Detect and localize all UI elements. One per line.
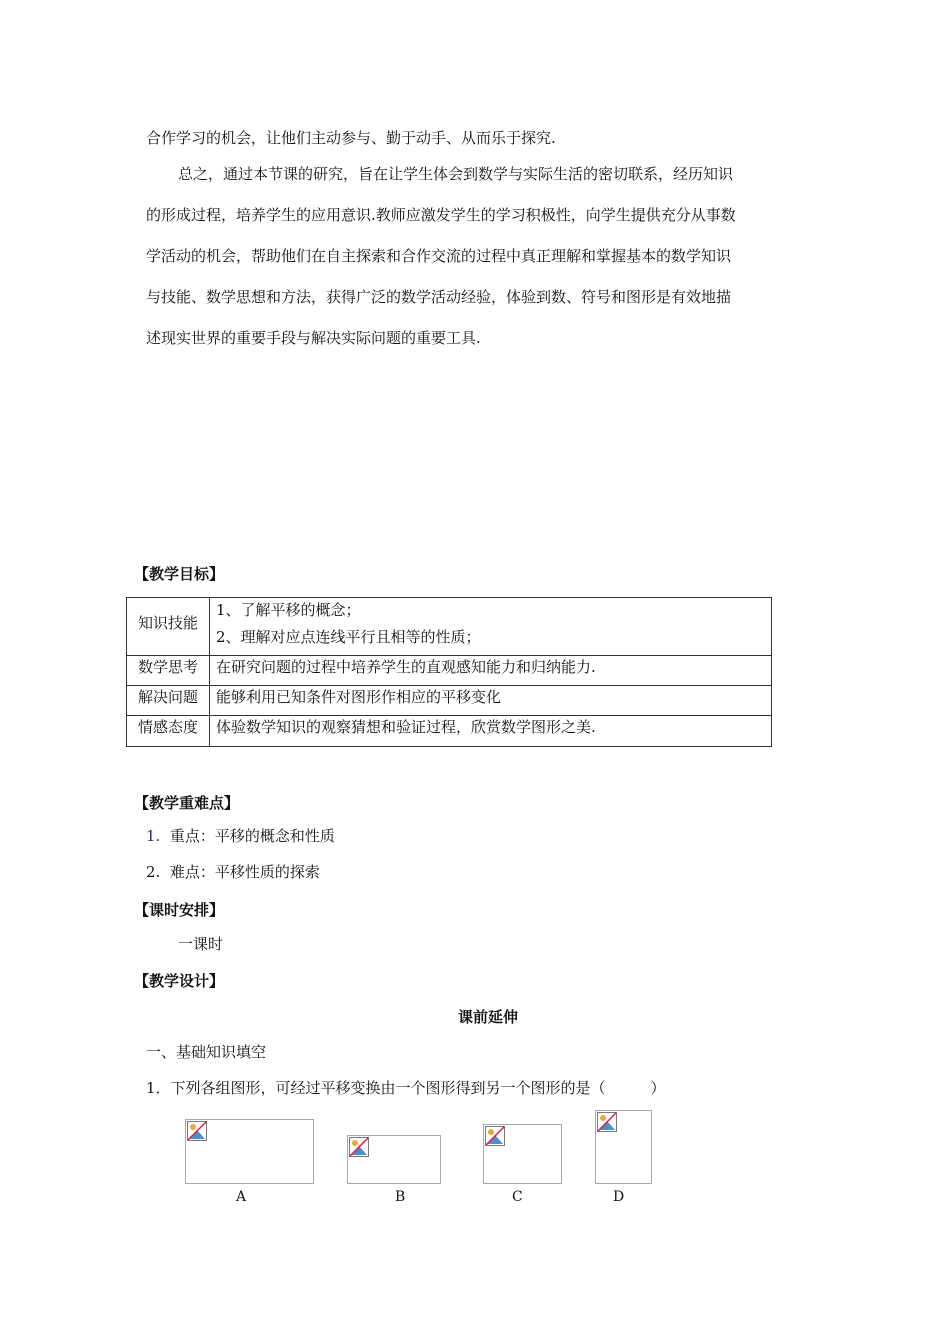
intro-paragraph-line: 总之，通过本节课的研究，旨在让学生体会到数学与实际生活的密切联系，经历知识 (178, 165, 734, 183)
schedule-text: 一课时 (178, 935, 224, 953)
key-points-heading: 【教学重难点】 (134, 794, 240, 812)
intro-paragraph-line: 的形成过程，培养学生的应用意识.教师应激发学生的学习积极性，向学生提供充分从事数 (146, 206, 736, 224)
objectives-table (126, 597, 772, 747)
objective-key: 数学思考 (127, 656, 210, 686)
table-row (127, 656, 772, 686)
intro-line-1: 合作学习的机会，让他们主动参与、勤于动手、从而乐于探究. (146, 129, 556, 147)
table-row (127, 716, 772, 747)
broken-image-icon (349, 1137, 369, 1157)
broken-image-icon (597, 1112, 617, 1132)
intro-paragraph-line: 述现实世界的重要手段与解决实际问题的重要工具. (146, 329, 481, 347)
option-label-b: B (395, 1189, 406, 1205)
objective-key: 情感态度 (127, 716, 210, 747)
objectives-heading: 【教学目标】 (134, 565, 225, 583)
objective-value: 体验数学知识的观察猜想和验证过程，欣赏数学图形之美. (210, 716, 772, 747)
objective-key: 知识技能 (127, 598, 210, 656)
item-number: 1. (146, 827, 161, 845)
item-number: 2. (146, 863, 161, 881)
broken-image-icon (187, 1121, 207, 1141)
key-point-item (146, 862, 320, 882)
intro-paragraph-line: 与技能、数学思想和方法，获得广泛的数学活动经验，体验到数、符号和图形是有效地描 (146, 288, 732, 306)
objective-value: 在研究问题的过程中培养学生的直观感知能力和归纳能力. (210, 656, 772, 686)
section-title: 课前延伸 (458, 1008, 519, 1026)
objective-value: 能够利用已知条件对图形作相应的平移变化 (210, 686, 772, 716)
option-image-c (483, 1124, 562, 1184)
item-text: 重点：平移的概念和性质 (169, 827, 335, 845)
option-label-a: A (236, 1189, 247, 1205)
table-row (127, 598, 772, 656)
objective-line: 1、了解平移的概念； (216, 601, 361, 619)
question-text: 1．下列各组图形，可经过平移变换由一个图形得到另一个图形的是（ ） (146, 1079, 666, 1097)
schedule-heading: 【课时安排】 (134, 901, 225, 919)
table-row (127, 686, 772, 716)
option-image-b (347, 1135, 441, 1184)
objective-line: 2、理解对应点连线平行且相等的性质； (216, 628, 481, 646)
objective-value (210, 598, 772, 656)
objective-key: 解决问题 (127, 686, 210, 716)
design-heading: 【教学设计】 (134, 972, 225, 990)
option-image-a (185, 1119, 314, 1184)
option-label-d: D (613, 1189, 625, 1205)
part-title: 一、基础知识填空 (146, 1043, 267, 1061)
option-label-c: C (512, 1189, 523, 1205)
key-point-item (146, 826, 335, 846)
option-image-d (595, 1110, 652, 1184)
broken-image-icon (485, 1126, 505, 1146)
item-text: 难点：平移性质的探索 (169, 863, 320, 881)
intro-paragraph-line: 学活动的机会，帮助他们在自主探索和合作交流的过程中真正理解和掌握基本的数学知识 (146, 247, 732, 265)
